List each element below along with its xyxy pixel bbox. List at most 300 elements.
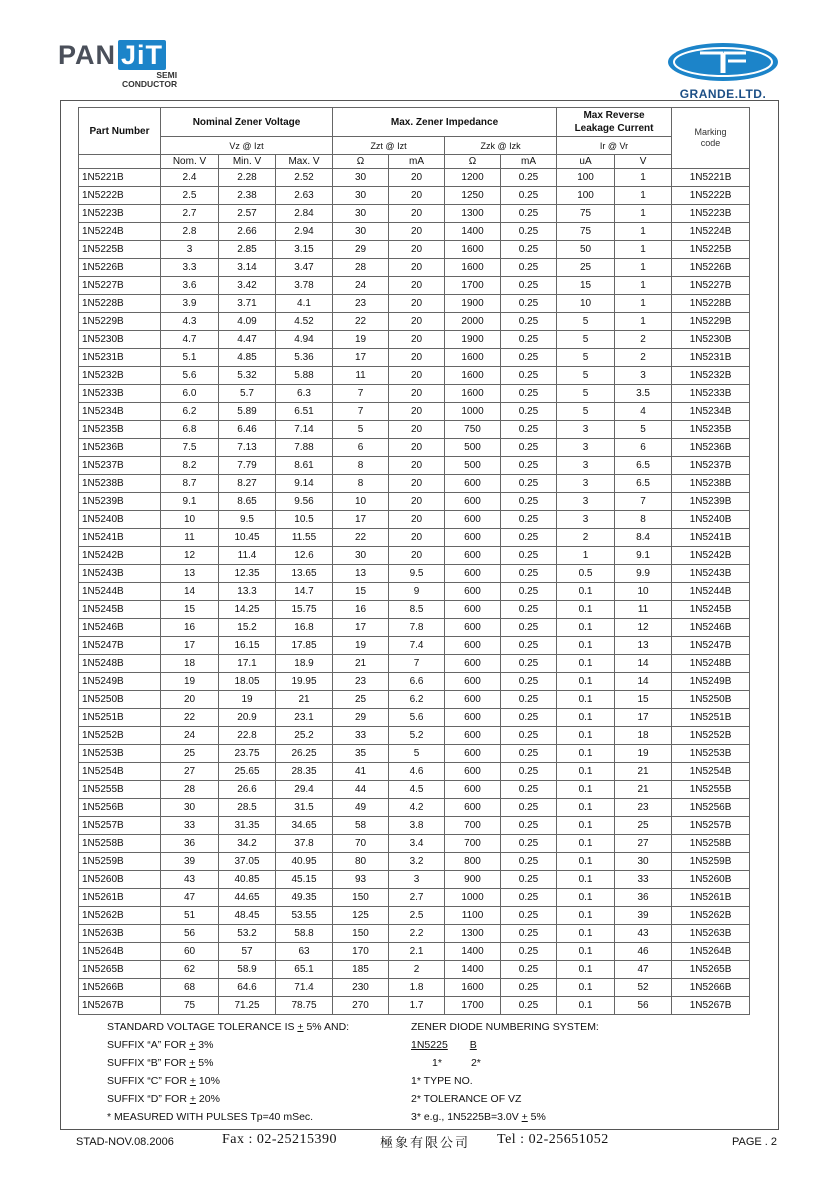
table-cell: 25: [557, 259, 615, 277]
table-cell: 3.9: [161, 295, 219, 313]
logo-pan-text: PAN: [58, 40, 117, 70]
table-row: [79, 295, 750, 313]
table-cell: 3.5: [615, 385, 672, 403]
table-cell: 1N5248B: [79, 655, 161, 673]
table-cell: 20: [389, 241, 445, 259]
table-cell: 600: [445, 601, 501, 619]
table-cell: 150: [333, 925, 389, 943]
header-zzt-at-izt: Zzt @ Izt: [333, 137, 445, 155]
note-text: 10%: [195, 1075, 220, 1087]
table-cell: 1N5225B: [672, 241, 750, 259]
table-cell: 5: [389, 745, 445, 763]
table-cell: 0.25: [501, 583, 557, 601]
table-cell: 1N5243B: [672, 565, 750, 583]
table-cell: 1N5222B: [79, 187, 161, 205]
table-cell: 500: [445, 457, 501, 475]
panjit-wordmark: [58, 40, 166, 70]
table-cell: 1N5229B: [79, 313, 161, 331]
note-text: 20%: [195, 1093, 220, 1105]
table-cell: 4.1: [276, 295, 333, 313]
table-cell: 1N5242B: [672, 547, 750, 565]
table-cell: 45.15: [276, 871, 333, 889]
table-cell: 1250: [445, 187, 501, 205]
table-cell: 0.25: [501, 421, 557, 439]
table-cell: 1N5249B: [79, 673, 161, 691]
table-cell: 600: [445, 529, 501, 547]
table-cell: 11: [333, 367, 389, 385]
table-cell: 1N5224B: [79, 223, 161, 241]
table-cell: 0.1: [557, 583, 615, 601]
table-cell: 1600: [445, 349, 501, 367]
table-row: [79, 187, 750, 205]
table-cell: 0.25: [501, 187, 557, 205]
table-cell: 37.05: [219, 853, 276, 871]
table-cell: 1N5248B: [672, 655, 750, 673]
table-cell: 6.46: [219, 421, 276, 439]
table-cell: 2.94: [276, 223, 333, 241]
table-cell: 29: [333, 241, 389, 259]
table-cell: 13.65: [276, 565, 333, 583]
table-cell: 30: [333, 169, 389, 187]
table-cell: 20: [389, 259, 445, 277]
note-text: 3* e.g., 1N5225B=3.0V: [411, 1111, 522, 1123]
table-cell: 20: [161, 691, 219, 709]
grande-logo: [662, 41, 784, 103]
note-suffix-a: [107, 1036, 349, 1054]
table-cell: 0.1: [557, 961, 615, 979]
table-cell: 1N5250B: [672, 691, 750, 709]
table-cell: 5.32: [219, 367, 276, 385]
table-cell: 0.25: [501, 349, 557, 367]
table-cell: 4.7: [161, 331, 219, 349]
table-cell: 800: [445, 853, 501, 871]
table-row: [79, 367, 750, 385]
table-cell: 1N5251B: [672, 709, 750, 727]
table-cell: 4.94: [276, 331, 333, 349]
table-cell: 8.2: [161, 457, 219, 475]
table-cell: 1N5261B: [672, 889, 750, 907]
table-cell: 2.57: [219, 205, 276, 223]
table-cell: 7: [389, 655, 445, 673]
table-cell: 1.8: [389, 979, 445, 997]
table-row: [79, 727, 750, 745]
table-cell: 44.65: [219, 889, 276, 907]
note-text: SUFFIX “A” FOR: [107, 1039, 190, 1051]
table-row: [79, 655, 750, 673]
table-cell: 1: [557, 547, 615, 565]
note-standard-tolerance: [107, 1018, 349, 1036]
table-cell: 7.4: [389, 637, 445, 655]
table-row: [79, 223, 750, 241]
table-cell: 58.9: [219, 961, 276, 979]
table-cell: 16.8: [276, 619, 333, 637]
table-cell: 31.5: [276, 799, 333, 817]
table-cell: 11: [161, 529, 219, 547]
table-cell: 34.2: [219, 835, 276, 853]
table-cell: 0.25: [501, 889, 557, 907]
table-cell: 0.1: [557, 817, 615, 835]
table-cell: 39: [615, 907, 672, 925]
table-cell: 13: [615, 637, 672, 655]
table-row: [79, 781, 750, 799]
table-cell: 3.14: [219, 259, 276, 277]
table-cell: 21: [615, 763, 672, 781]
table-cell: 0.25: [501, 871, 557, 889]
table-cell: 17: [615, 709, 672, 727]
table-cell: 78.75: [276, 997, 333, 1015]
table-cell: 1N5259B: [672, 853, 750, 871]
table-cell: 19: [161, 673, 219, 691]
table-cell: 30: [333, 547, 389, 565]
table-cell: 1N5245B: [672, 601, 750, 619]
table-cell: 2.4: [161, 169, 219, 187]
table-cell: 0.25: [501, 565, 557, 583]
header-nominal-voltage: Nominal Zener Voltage: [161, 108, 333, 137]
note-suffix-d: [107, 1090, 349, 1108]
table-cell: 1700: [445, 997, 501, 1015]
header-zzk-ohm: Ω: [445, 155, 501, 169]
numbering-system-notes: [411, 1018, 599, 1126]
table-cell: 600: [445, 727, 501, 745]
table-cell: 1N5264B: [672, 943, 750, 961]
table-cell: 600: [445, 619, 501, 637]
table-cell: 3.8: [389, 817, 445, 835]
table-cell: 3.4: [389, 835, 445, 853]
table-cell: 0.1: [557, 691, 615, 709]
table-cell: 0.25: [501, 331, 557, 349]
table-row: [79, 997, 750, 1015]
table-cell: 1600: [445, 979, 501, 997]
table-row: [79, 403, 750, 421]
numbering-marks: [411, 1054, 599, 1072]
table-cell: 5: [557, 331, 615, 349]
table-cell: 1N5256B: [79, 799, 161, 817]
table-cell: 150: [333, 889, 389, 907]
table-cell: 1N5244B: [79, 583, 161, 601]
table-cell: 3: [615, 367, 672, 385]
table-cell: 14.7: [276, 583, 333, 601]
table-cell: 25: [161, 745, 219, 763]
table-cell: 600: [445, 655, 501, 673]
table-cell: 0.1: [557, 727, 615, 745]
table-cell: 1N5255B: [672, 781, 750, 799]
table-cell: 58.8: [276, 925, 333, 943]
table-cell: 10.45: [219, 529, 276, 547]
table-row: [79, 889, 750, 907]
numbering-example: [411, 1036, 599, 1054]
table-cell: 1100: [445, 907, 501, 925]
table-cell: 3: [557, 457, 615, 475]
table-cell: 1: [615, 259, 672, 277]
table-cell: 700: [445, 817, 501, 835]
table-cell: 6.8: [161, 421, 219, 439]
table-cell: 39: [161, 853, 219, 871]
table-cell: 71.25: [219, 997, 276, 1015]
table-cell: 20: [389, 511, 445, 529]
table-cell: 1600: [445, 367, 501, 385]
table-cell: 25.2: [276, 727, 333, 745]
table-cell: 2.2: [389, 925, 445, 943]
table-cell: 1N5231B: [672, 349, 750, 367]
table-cell: 7.5: [161, 439, 219, 457]
table-cell: 600: [445, 493, 501, 511]
table-cell: 43: [615, 925, 672, 943]
table-cell: 4.47: [219, 331, 276, 349]
table-cell: 1600: [445, 259, 501, 277]
table-cell: 49: [333, 799, 389, 817]
table-cell: 9.9: [615, 565, 672, 583]
table-cell: 15.75: [276, 601, 333, 619]
grande-emblem-icon: [666, 41, 780, 83]
logo-sub-line2: CONDUCTOR: [122, 79, 178, 89]
table-cell: 75: [161, 997, 219, 1015]
table-cell: 56: [615, 997, 672, 1015]
table-cell: 20: [389, 187, 445, 205]
table-cell: 0.25: [501, 169, 557, 187]
table-cell: 100: [557, 169, 615, 187]
table-cell: 1N5235B: [672, 421, 750, 439]
table-cell: 13: [333, 565, 389, 583]
table-cell: 170: [333, 943, 389, 961]
table-cell: 8.7: [161, 475, 219, 493]
table-cell: 21: [333, 655, 389, 673]
table-cell: 62: [161, 961, 219, 979]
table-cell: 17: [333, 619, 389, 637]
table-cell: 1N5256B: [672, 799, 750, 817]
table-cell: 2.38: [219, 187, 276, 205]
note-text: SUFFIX “C” FOR: [107, 1075, 190, 1087]
table-cell: 24: [161, 727, 219, 745]
table-cell: 3.2: [389, 853, 445, 871]
table-cell: 1N5225B: [79, 241, 161, 259]
plus-minus-sign: +: [521, 1111, 528, 1123]
table-cell: 1300: [445, 205, 501, 223]
table-cell: 1N5229B: [672, 313, 750, 331]
table-cell: 0.25: [501, 655, 557, 673]
table-cell: 1N5235B: [79, 421, 161, 439]
plus-minus-sign: +: [189, 1039, 196, 1051]
table-cell: 1N5234B: [672, 403, 750, 421]
table-cell: 1N5264B: [79, 943, 161, 961]
header-min-v: Min. V: [219, 155, 276, 169]
table-cell: 20.9: [219, 709, 276, 727]
table-cell: 1N5254B: [672, 763, 750, 781]
table-row: [79, 421, 750, 439]
table-cell: 9.56: [276, 493, 333, 511]
table-row: [79, 475, 750, 493]
table-cell: 0.25: [501, 457, 557, 475]
table-cell: 8: [333, 457, 389, 475]
table-cell: 1N5234B: [79, 403, 161, 421]
table-cell: 0.25: [501, 691, 557, 709]
table-cell: 0.1: [557, 655, 615, 673]
table-cell: 1N5247B: [672, 637, 750, 655]
table-cell: 2.52: [276, 169, 333, 187]
header-nom-v: Nom. V: [161, 155, 219, 169]
table-cell: 0.25: [501, 745, 557, 763]
table-cell: 0.25: [501, 205, 557, 223]
table-cell: 5: [557, 385, 615, 403]
table-cell: 25: [333, 691, 389, 709]
table-cell: 20: [389, 367, 445, 385]
table-cell: 0.5: [557, 565, 615, 583]
table-row: [79, 565, 750, 583]
table-cell: 1N5265B: [672, 961, 750, 979]
table-cell: 25.65: [219, 763, 276, 781]
table-row: [79, 313, 750, 331]
table-cell: 1N5252B: [79, 727, 161, 745]
table-cell: 185: [333, 961, 389, 979]
table-cell: 2.7: [389, 889, 445, 907]
table-cell: 1N5241B: [79, 529, 161, 547]
table-cell: 6.5: [615, 457, 672, 475]
table-cell: 8.5: [389, 601, 445, 619]
table-cell: 16.15: [219, 637, 276, 655]
table-cell: 1N5258B: [672, 835, 750, 853]
table-cell: 20: [389, 277, 445, 295]
table-cell: 8: [333, 475, 389, 493]
table-cell: 28: [333, 259, 389, 277]
table-cell: 0.25: [501, 547, 557, 565]
table-cell: 1600: [445, 385, 501, 403]
table-cell: 0.25: [501, 241, 557, 259]
table-cell: 1N5262B: [79, 907, 161, 925]
table-row: [79, 547, 750, 565]
table-cell: 20: [389, 169, 445, 187]
table-cell: 3: [389, 871, 445, 889]
table-cell: 0.1: [557, 943, 615, 961]
table-cell: 48.45: [219, 907, 276, 925]
table-cell: 33: [333, 727, 389, 745]
table-cell: 0.1: [557, 709, 615, 727]
table-cell: 51: [161, 907, 219, 925]
table-cell: 40.95: [276, 853, 333, 871]
table-cell: 600: [445, 745, 501, 763]
table-cell: 0.1: [557, 781, 615, 799]
table-cell: 22: [333, 313, 389, 331]
header-part-spacer: [79, 155, 161, 169]
numbering-example-eg: [411, 1108, 599, 1126]
tolerance-notes: [107, 1018, 349, 1126]
table-cell: 0.25: [501, 997, 557, 1015]
table-row: [79, 277, 750, 295]
table-cell: 700: [445, 835, 501, 853]
table-cell: 11.4: [219, 547, 276, 565]
table-cell: 7: [333, 403, 389, 421]
table-cell: 1N5222B: [672, 187, 750, 205]
table-cell: 52: [615, 979, 672, 997]
table-cell: 1N5236B: [672, 439, 750, 457]
table-cell: 9.5: [389, 565, 445, 583]
table-cell: 21: [276, 691, 333, 709]
table-cell: 1N5239B: [672, 493, 750, 511]
table-cell: 9: [389, 583, 445, 601]
table-cell: 600: [445, 763, 501, 781]
table-cell: 23: [333, 673, 389, 691]
table-cell: 270: [333, 997, 389, 1015]
table-cell: 8: [615, 511, 672, 529]
table-cell: 5: [615, 421, 672, 439]
table-cell: 1N5243B: [79, 565, 161, 583]
table-cell: 75: [557, 223, 615, 241]
table-cell: 1N5232B: [672, 367, 750, 385]
table-cell: 1: [615, 169, 672, 187]
table-row: [79, 691, 750, 709]
table-cell: 24: [333, 277, 389, 295]
table-row: [79, 979, 750, 997]
table-cell: 2: [615, 331, 672, 349]
table-cell: 14: [615, 673, 672, 691]
table-cell: 0.25: [501, 673, 557, 691]
table-cell: 4.09: [219, 313, 276, 331]
plus-minus-sign: +: [189, 1057, 196, 1069]
table-cell: 18.05: [219, 673, 276, 691]
table-cell: 23.1: [276, 709, 333, 727]
table-cell: 57: [219, 943, 276, 961]
table-row: [79, 817, 750, 835]
table-cell: 12: [161, 547, 219, 565]
table-cell: 29.4: [276, 781, 333, 799]
table-cell: 23: [333, 295, 389, 313]
table-cell: 25: [615, 817, 672, 835]
table-cell: 1000: [445, 403, 501, 421]
table-cell: 1N5258B: [79, 835, 161, 853]
table-cell: 4.2: [389, 799, 445, 817]
table-cell: 2.5: [389, 907, 445, 925]
table-cell: 16: [161, 619, 219, 637]
table-cell: 600: [445, 637, 501, 655]
table-cell: 60: [161, 943, 219, 961]
footer-page-number: PAGE . 2: [732, 1136, 778, 1148]
table-row: [79, 907, 750, 925]
table-cell: 1N5232B: [79, 367, 161, 385]
table-cell: 9.5: [219, 511, 276, 529]
table-cell: 0.25: [501, 259, 557, 277]
table-cell: 3.6: [161, 277, 219, 295]
table-cell: 1N5226B: [672, 259, 750, 277]
table-cell: 2000: [445, 313, 501, 331]
note-suffix-b: [107, 1054, 349, 1072]
note-text: SUFFIX “D” FOR: [107, 1093, 190, 1105]
table-cell: 80: [333, 853, 389, 871]
table-cell: 1N5223B: [79, 205, 161, 223]
table-cell: 1N5263B: [672, 925, 750, 943]
example-suffix: B: [469, 1039, 477, 1051]
example-part: 1N5225: [411, 1039, 448, 1051]
table-cell: 6.2: [389, 691, 445, 709]
table-cell: 1: [615, 277, 672, 295]
table-cell: 1400: [445, 223, 501, 241]
table-cell: 1: [615, 205, 672, 223]
table-cell: 43: [161, 871, 219, 889]
table-cell: 1N5233B: [79, 385, 161, 403]
table-cell: 5.1: [161, 349, 219, 367]
table-cell: 20: [389, 349, 445, 367]
table-row: [79, 799, 750, 817]
table-cell: 34.65: [276, 817, 333, 835]
table-row: [79, 259, 750, 277]
table-cell: 1N5228B: [672, 295, 750, 313]
table-cell: 17.1: [219, 655, 276, 673]
table-cell: 600: [445, 547, 501, 565]
table-cell: 600: [445, 709, 501, 727]
table-cell: 1600: [445, 241, 501, 259]
table-cell: 3: [161, 241, 219, 259]
table-cell: 33: [615, 871, 672, 889]
table-cell: 15: [557, 277, 615, 295]
table-row: [79, 493, 750, 511]
table-cell: 1N5227B: [672, 277, 750, 295]
